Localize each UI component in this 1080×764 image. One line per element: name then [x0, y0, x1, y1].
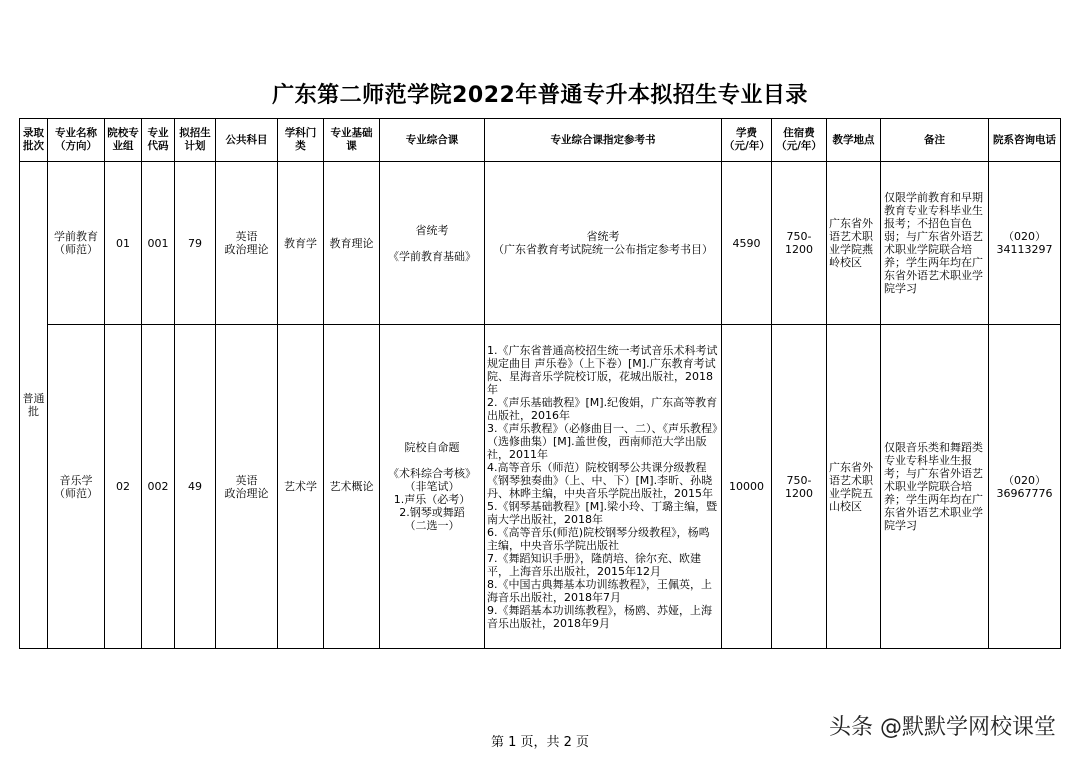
batch-cell: 普通批	[20, 162, 48, 649]
comprehensive-course-cell	[380, 325, 485, 649]
tuition-cell: 10000	[722, 325, 772, 649]
reference-books-cell	[485, 162, 722, 325]
plan-cell: 79	[175, 162, 216, 325]
phone-cell: （020）34113297	[989, 162, 1061, 325]
header-reference-books: 专业综合课指定参考书	[485, 119, 722, 162]
code-cell: 001	[142, 162, 175, 325]
comp-exam-subject: 《术科综合考核》	[388, 467, 476, 480]
book-item: 1.《广东省普通高校招生统一考试音乐术科考试规定曲目 声乐卷》（上下卷）[M].广东教育考试院、星海音乐学院校订版，花城出版社，2018年	[487, 343, 718, 396]
page-number: 第 1 页，共 2 页	[490, 735, 590, 750]
phone-cell: （020）36967776	[989, 325, 1061, 649]
book-item: 2.《声乐基础教程》[M].纪俊娟，广东高等教育出版社，2016年	[487, 395, 718, 422]
book-item: 5.《钢琴基础教程》[M].梁小玲、丁璐主编，暨南大学出版社，2018年	[487, 499, 718, 526]
accommodation-cell: 750-1200	[772, 325, 827, 649]
major-name-cell: 学前教育（师范）	[48, 162, 105, 325]
watermark: 头条 @默默学网校课堂	[829, 715, 1056, 740]
basic-course-cell: 艺术概论	[324, 325, 380, 649]
location-cell: 广东省外语艺术职业学院燕岭校区	[827, 162, 881, 325]
remarks-cell: 仅限学前教育和早期教育专业专科毕业生报考；不招色盲色弱；与广东省外语艺术职业学院联合培养；学生两年均在广东省外语艺术职业学院学习	[881, 162, 989, 325]
header-tuition: 学费（元/年）	[722, 119, 772, 162]
comp-exam-type: 院校自命题	[404, 441, 460, 454]
header-accommodation: 住宿费（元/年）	[772, 119, 827, 162]
comp-exam-type: 省统考	[415, 223, 449, 237]
major-name-cell: 音乐学（师范）	[48, 325, 105, 649]
header-public-subjects: 公共科目	[216, 119, 278, 162]
comp-exam-item-2-note: （二选一）	[404, 519, 460, 532]
code-cell: 002	[142, 325, 175, 649]
header-remarks: 备注	[881, 119, 989, 162]
subject-english: 英语	[235, 230, 258, 243]
reference-books-cell	[485, 325, 722, 649]
page-title: 广东第二师范学院2022年普通专升本拟招生专业目录	[272, 83, 808, 108]
tuition-cell: 4590	[722, 162, 772, 325]
header-row	[20, 119, 1061, 162]
remarks-cell: 仅限音乐类和舞蹈类专业专科毕业生报考；与广东省外语艺术职业学院联合培养；学生两年均在广东省外语艺术职业学院学习	[881, 325, 989, 649]
book-item: 6.《高等音乐(师范)院校钢琴分级教程》，杨鸣主编，中央音乐学院出版社	[487, 525, 710, 552]
book-item: 7.《舞蹈知识手册》，隆荫培、徐尔充、欧建平，上海音乐出版社，2015年12月	[487, 551, 701, 578]
public-subjects-cell	[216, 162, 278, 325]
comp-exam-format: （非笔试）	[404, 480, 460, 493]
header-phone: 院系咨询电话	[989, 119, 1061, 162]
group-cell: 02	[105, 325, 142, 649]
book-item: 9.《舞蹈基本功训练教程》，杨鸥、苏娅，上海音乐出版社，2018年9月	[487, 603, 712, 630]
plan-cell: 49	[175, 325, 216, 649]
header-batch: 录取批次	[20, 119, 48, 162]
group-cell: 01	[105, 162, 142, 325]
header-group: 院校专业组	[105, 119, 142, 162]
header-code: 专业代码	[142, 119, 175, 162]
header-location: 教学地点	[827, 119, 881, 162]
comprehensive-course-cell	[380, 162, 485, 325]
subject-english: 英语	[235, 473, 258, 487]
books-exam-type: 省统考	[586, 230, 620, 243]
book-item: 4.高等音乐（师范）院校钢琴公共课分级教程《钢琴独奏曲》（上、中、下）[M].李昕、孙晓丹、林晔主编，中央音乐学院出版社，2015年	[487, 460, 713, 500]
category-cell: 教育学	[278, 162, 324, 325]
major-catalog-table	[19, 118, 1061, 649]
header-category: 学科门类	[278, 119, 324, 162]
accommodation-cell: 750-1200	[772, 162, 827, 325]
basic-course-cell: 教育理论	[324, 162, 380, 325]
comp-exam-item-1: 1.声乐（必考）	[393, 493, 471, 506]
category-cell: 艺术学	[278, 325, 324, 649]
header-plan: 拟招生计划	[175, 119, 216, 162]
book-item: 3.《声乐教程》（必修曲目一、二）、《声乐教程》（选修曲集）[M].盖世俊，西南师范大学出版社，2011年	[487, 421, 718, 461]
subject-politics: 政治理论	[224, 486, 269, 500]
table-row	[20, 325, 1061, 649]
comp-exam-item-2: 2.钢琴或舞蹈	[399, 506, 465, 519]
subject-politics: 政治理论	[224, 243, 269, 256]
book-item: 8.《中国古典舞基本功训练教程》，王佩英，上海音乐出版社，2018年7月	[487, 577, 712, 604]
public-subjects-cell	[216, 325, 278, 649]
location-cell: 广东省外语艺术职业学院五山校区	[827, 325, 881, 649]
comp-exam-subject: 《学前教育基础》	[388, 249, 476, 263]
table-row	[20, 162, 1061, 325]
header-major-name: 专业名称（方向）	[48, 119, 105, 162]
books-note: （广东省教育考试院统一公布指定参考书目）	[493, 243, 713, 256]
header-basic-course: 专业基础课	[324, 119, 380, 162]
header-comprehensive-course: 专业综合课	[380, 119, 485, 162]
